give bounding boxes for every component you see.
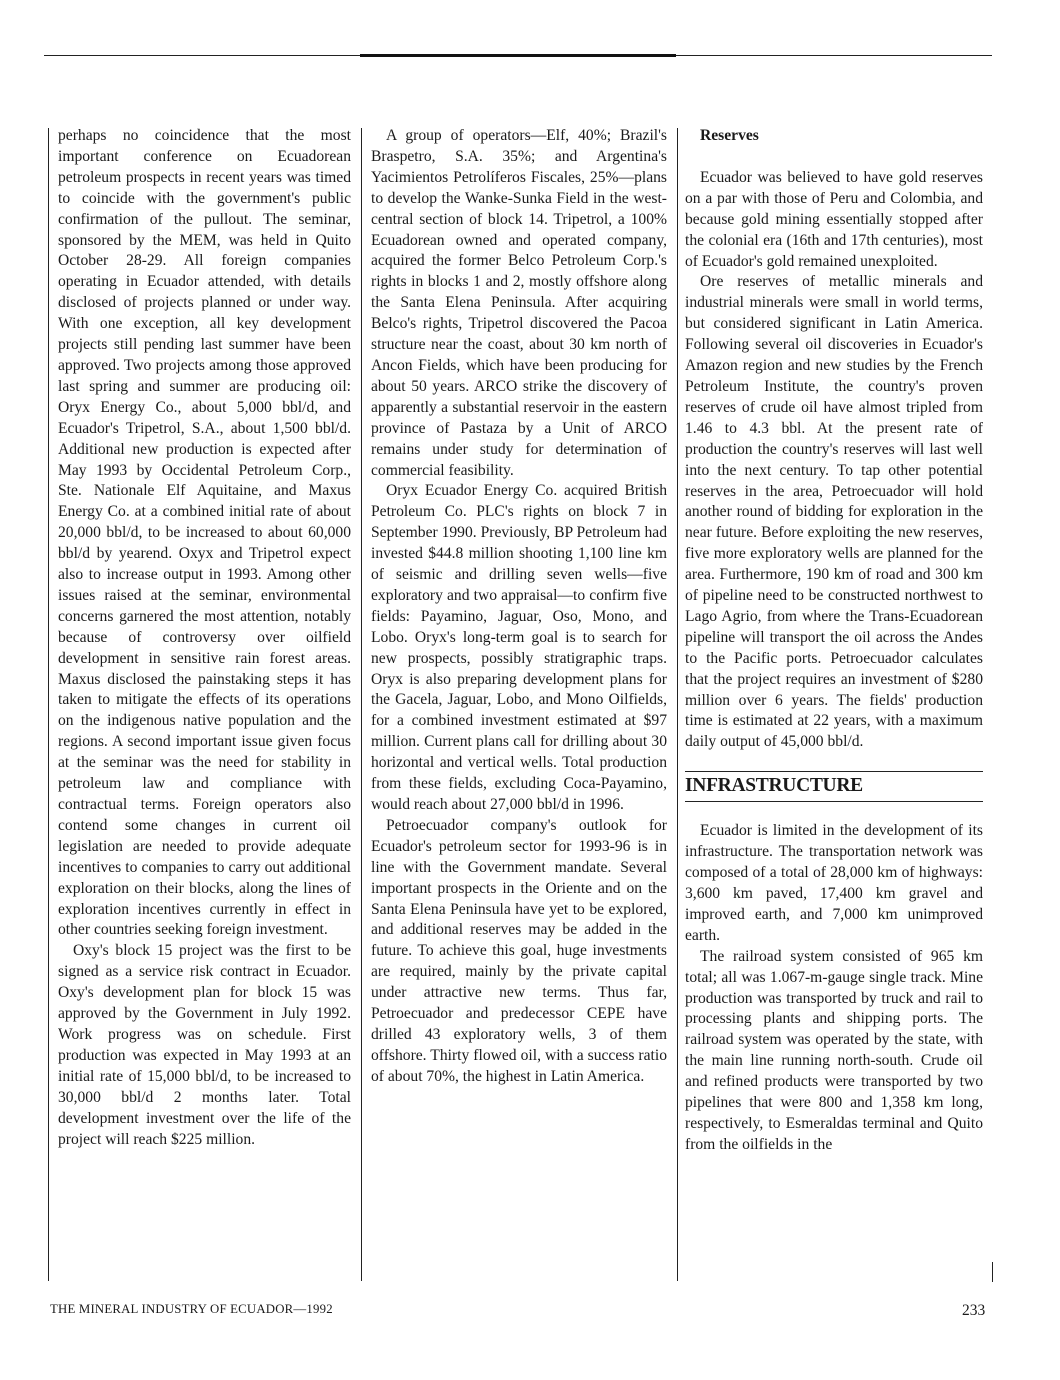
running-footer-title: THE MINERAL INDUSTRY OF ECUADOR—1992 — [50, 1302, 333, 1316]
column-rule-middle — [361, 128, 362, 1281]
section-heading-reserves: Reserves — [700, 127, 759, 144]
paragraph: Ore reserves of metallic minerals and industrial minerals were small in world terms, but considered significant in Latin America. Following several oil discoveries in Ecuador's Amazon region and new studies by the French Petroleum Institute, the country's proven reserves of crude oil have almost tripled from 1.46 to 4.3 bbl. At the present rate of production the country's reserves will last well into the next century. To tap other potential reserves in the area, Petroecuador will hold another round of bidding for exploration in the near future. Before exploiting the new reserves, five more exploratory wells are planned for the area. Furthermore, 190 km of road and 300 km of pipeline need to be constructed northwest to Lago Agrio, from where the Trans-Ecuadorean pipeline will transport the oil across the Andes to the Pacific ports. Petroecuador calculates that the project requires an investment of $280 million over 6 years. The fields' production time is estimated at 22 years, with a maximum daily output of 45,000 bbl/d. — [685, 273, 983, 751]
paragraph: The railroad system consisted of 965 km total; all was 1.067-m-gauge single track. Mine production was transported by truck and rail to processing plants and shipping ports. The railroad system was operated by the state, with the main line running north-south. Crude oil and refined products were transported by two pipelines that were 800 and 1,358 km long, respectively, to Esmeraldas terminal and Quito from the oilfields in the — [685, 947, 983, 1153]
column-2 — [371, 126, 667, 1088]
section-spacer — [685, 802, 983, 821]
section-heading-infrastructure: INFRASTRUCTURE — [685, 774, 983, 802]
column-3 — [685, 126, 983, 1156]
column-rule-right — [677, 128, 678, 1281]
column-rule-end — [992, 1262, 993, 1282]
paragraph: Oxy's block 15 project was the first to be signed as a service risk contract in Ecuador. Oxy's development plan for block 15 was approved by the Government in July 1992. Work progress was on schedule. First production was expected in May 1993 at an initial rate of 15,000 bbl/d, to be increased to 30,000 bbl/d 2 months later. Total development investment over the life of the project will reach $225 million. — [58, 942, 351, 1148]
paragraph: Ecuador was believed to have gold reserves on a par with those of Peru and Colombia, and because gold mining essentially stopped after the colonial era (16th and 17th centuries), most of Ecuador's gold remained unexploited. — [685, 168, 983, 270]
paragraph: A group of operators—Elf, 40%; Brazil's Braspetro, S.A. 35%; and Argentina's Yacimientos Petrolíferos Fiscales, 25%—plans to develop the Wanke-Sunka Field in the west-central section of block 14. Tripetrol, a 100% Ecuadorean owned and operated company, acquired the former Belco Petroleum Corp.'s rights in blocks 1 and 2, mostly offshore along the Santa Elena Peninsula. After acquiring Belco's rights, Tripetrol discovered the Pacoa structure near the coast, about 30 km north of Ancon Fields, which have been producing for about 50 years. ARCO strike the discovery of apparently a substantial reservoir in the eastern province of Pastaza by a Unit of ARCO remains under study for determination of commercial feasibility. — [371, 127, 667, 479]
column-1 — [58, 126, 351, 1150]
header-rule-accent — [360, 54, 676, 57]
paragraph: Oryx Ecuador Energy Co. acquired British Petroleum Co. PLC's rights on block 7 in September 1990. Previously, BP Petroleum had invested $44.8 million shooting 1,100 line km of seismic and drilling seven wells—five exploratory and two appraisal—to confirm five fields: Payamino, Jaguar, Oso, Mono, and Lobo. Oryx's long-term goal is to search for new prospects, possibly stratigraphic traps. Oryx is also preparing development plans for the Gacela, Jaguar, Lobo, and Mono Oilfields, for a combined investment estimated at $97 million. Current plans call for drilling about 30 horizontal and vertical wells. Total production from these fields, excluding Coca-Payamino, would reach about 27,000 bbl/d in 1996. — [371, 482, 667, 813]
column-rule-left — [48, 128, 49, 1281]
paragraph: Petroecuador company's outlook for Ecuador's petroleum sector for 1993-96 is in line with the Government mandate. Several important prospects in the Oriente and on the Santa Elena Peninsula have yet to be explored, and additional reserves may be added in the future. To achieve this goal, huge investments are required, mainly by the private capital under attractive new terms. Thus far, Petroecuador and predecessor CEPE have drilled 43 exploratory wells, 3 of them offshore. Thirty flowed oil, with a success ratio of about 70%, the highest in Latin America. — [371, 816, 667, 1085]
paragraph: perhaps no coincidence that the most important conference on Ecuadorean petroleum prospects in recent years was timed to coincide with the government's public confirmation of the pullout. The seminar, sponsored by the MEM, was held in Quito October 28-29. All foreign companies operating in Ecuador attended, with details disclosed of projects planned or under way. With one exception, all key development projects still pending last summer have been approved. Two projects among those approved last spring and summer are producing oil: Oryx Energy Co., about 5,000 bbl/d, and Ecuador's Tripetrol, S.A., about 1,500 bbl/d. Additional new production is expected after May 1993 by Occidental Petroleum Corp., Ste. Nationale Elf Aquitaine, and Maxus Energy Co. at a combined initial rate of about 20,000 bbl/d, to be increased to about 60,000 bbl/d by yearend. Oxyx and Tripetrol expect also to increase output in 1993. Among other issues raised at the seminar, environmental concerns garnered the most attention, notably because of controversy over oilfield development in sensitive rain forest areas. Maxus disclosed the painstaking steps it has taken to mitigate the effects of its operations on the indigenous native population and the regions. A second important issue given focus at the seminar was the need for stability in petroleum law and compliance with contractual terms. Foreign operators also contend some changes in current oil legislation are needed to provide adequate incentives to companies to carry out additional exploration on their blocks, along the lines of exploration incentives currently in effect in other countries seeking foreign investment. — [58, 127, 351, 939]
section-rule — [685, 771, 983, 772]
page-number: 233 — [962, 1302, 986, 1319]
paragraph: Ecuador is limited in the development of its infrastructure. The transportation network was composed of a total of 28,000 km of highways: 3,600 km paved, 17,400 km gravel and improved earth, and 7,000 km unimproved earth. — [685, 822, 983, 944]
